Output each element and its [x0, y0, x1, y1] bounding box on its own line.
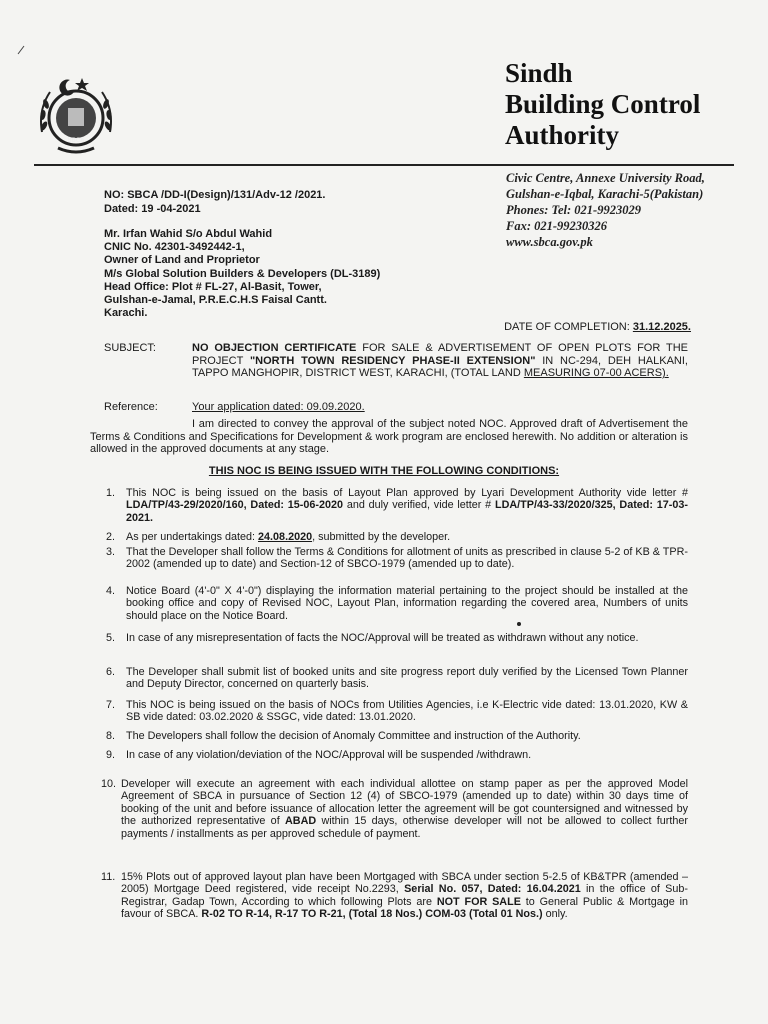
condition-number: 4.: [106, 585, 116, 597]
recipient-address: [104, 228, 380, 320]
subject-text: [192, 342, 688, 380]
intro-paragraph: I am directed to convey the approval of the subject noted NOC. Approved draft of Advertisement the Terms & Conditions and Specifications for Development & work program are enclosed herewith. No addition or alteration is allowed in the approved documents at any stage.: [90, 418, 688, 456]
condition-text-part: This NOC is being issued on the basis of NOCs from Utilities Agencies, i.e K-Electric vide dated: 13.01.2020, KW & SB vide dated: 03.02.2020 & SSGC, vide dated: 13.01.2020.: [126, 699, 688, 724]
ink-dot: [515, 620, 523, 628]
address-line: Mr. Irfan Wahid S/o Abdul Wahid: [104, 228, 273, 240]
condition-number: 7.: [106, 699, 116, 711]
pen-mark: [16, 40, 36, 60]
subject-label: SUBJECT:: [104, 342, 156, 354]
completion-value: 31.12.2025.: [632, 321, 691, 333]
letter-reference: [104, 188, 325, 216]
condition-text-part: 24.08.2020: [258, 531, 313, 543]
header-divider: [34, 164, 734, 166]
condition-text: [126, 666, 688, 691]
subject-bold: NO OBJECTION CERTIFICATE: [192, 342, 357, 354]
address-line: Karachi.: [104, 307, 148, 320]
condition-text-part: in the office of Sub-Registrar, Gadap Town, According to which following Plots are: [121, 883, 688, 908]
condition-text-part: Notice Board (4'-0" X 4'-0") displaying the information material pertaining to the project should be installed at the booking office and copy of Revised NOC, Layout Plan, information regarding the covered area, Numbers of units should place on the Notice Board.: [126, 585, 688, 622]
condition-number: 6.: [106, 666, 116, 678]
contact-address-2: Gulshan-e-Iqbal, Karachi-5(Pakistan): [506, 187, 704, 201]
condition-text: [126, 531, 688, 543]
org-name-line: Sindh: [505, 58, 573, 88]
condition-text: [126, 632, 688, 644]
reference-number: NO: SBCA /DD-I(Design)/131/Adv-12 /2021.: [104, 189, 326, 201]
condition-text-part: LDA/TP/43-33/2020/325, Dated: 17-03-2021.: [126, 499, 688, 524]
address-line: CNIC No. 42301-3492442-1,: [104, 241, 245, 254]
condition-text-part: only.: [542, 908, 568, 921]
subject-part: FOR SALE & ADVERTISEMENT OF OPEN PLOTS FOR THE PROJECT: [192, 342, 688, 367]
contact-address-1: Civic Centre, Annexe University Road,: [506, 171, 705, 185]
condition-number: 3.: [106, 546, 116, 558]
reference-label: Reference:: [104, 401, 158, 413]
condition-text: [121, 778, 688, 840]
organization-name: [505, 58, 700, 151]
condition-text-part: , submitted by the developer.: [312, 531, 451, 543]
condition-text: [126, 699, 688, 724]
condition-text: [121, 871, 688, 921]
org-name-line: Authority: [505, 120, 619, 150]
condition-text: [126, 546, 688, 571]
condition-text-part: Serial No. 057, Dated: 16.04.2021: [404, 883, 581, 896]
condition-text-part: As per undertakings dated:: [126, 531, 259, 543]
condition-number: 8.: [106, 730, 116, 742]
completion-label: DATE OF COMPLETION:: [504, 321, 630, 333]
address-line: Gulshan-e-Jamal, P.R.E.C.H.S Faisal Cantt.: [104, 294, 327, 307]
condition-number: 1.: [106, 487, 116, 499]
condition-text-part: The Developers shall follow the decision of Anomaly Committee and instruction of the Authority.: [126, 730, 581, 742]
condition-text-part: and duly verified, vide letter #: [343, 499, 495, 512]
condition-text-part: That the Developer shall follow the Terms & Conditions for allotment of units as prescribed in clause 5-2 of KB & TPR-2002 (amended up to date) and Section-12 of SBCO-1979 (amended up to date).: [126, 546, 688, 571]
condition-text-part: 15% Plots out of approved layout plan have been Mortgaged with SBCA under section 5-2.5 of KB&TPR (amended – 2005) Mortgage Deed registered, vide receipt No.2293,: [121, 871, 688, 896]
condition-text-part: In case of any misrepresentation of facts the NOC/Approval will be treated as withdrawn without any notice.: [126, 632, 639, 644]
subject-land-measure: MEASURING 07-00 ACERS).: [523, 367, 669, 380]
condition-text-part: LDA/TP/43-29/2020/160, Dated: 15-06-2020: [126, 499, 344, 512]
condition-text: [126, 730, 688, 742]
condition-text-part: to General Public & Mortgage in favour of SBCA.: [121, 895, 688, 921]
reference-text: Your application dated: 09.09.2020.: [192, 401, 365, 413]
contact-fax: Fax: 021-99230326: [506, 219, 608, 233]
condition-text-part: Developer will execute an agreement with each individual allottee on stamp paper as per the approved Model Agreement of SBCA in pursuance of Section 12 (4) of SBCO-1979 (amended up to date) within 30 days time of booking of the unit and before issuance of allocation letter the agreement will be got countersigned and witnessed by the authorized representative of: [121, 778, 688, 828]
contact-website: www.sbca.gov.pk: [506, 235, 593, 249]
condition-text: [126, 585, 688, 622]
address-line: Head Office: Plot # FL-27, Al-Basit, Tower,: [104, 280, 322, 293]
sbca-logo-emblem: [30, 70, 122, 162]
condition-number: 11.: [101, 871, 116, 883]
condition-text: [126, 487, 688, 524]
condition-text-part: NOT FOR SALE: [436, 895, 521, 908]
subject-part: IN NC-294, DEH HALKANI, TAPPO MANGHOPIR, DISTRICT WEST, KARACHI, (TOTAL LAND: [192, 354, 688, 380]
condition-text-part: The Developer shall submit list of booked units and site progress report duly verified by the Licensed Town Planner and Deputy Director, concerned on quarterly basis.: [126, 666, 688, 691]
condition-text-part: This NOC is being issued on the basis of Layout Plan approved by Lyari Development Authority vide letter #: [126, 487, 688, 499]
condition-number: 10.: [101, 778, 117, 790]
address-line: M/s Global Solution Builders & Developers (DL-3189): [104, 267, 381, 280]
condition-text-part: R-02 TO R-14, R-17 TO R-21, (Total 18 Nos.) COM-03 (Total 01 Nos.): [201, 908, 543, 921]
subject-project-name: "NORTH TOWN RESIDENCY PHASE-II EXTENSION": [249, 354, 536, 367]
contact-phone: Phones: Tel: 021-9923029: [506, 203, 641, 217]
svg-text:SBCA: SBCA: [67, 138, 85, 144]
address-line: Owner of Land and Proprietor: [104, 254, 260, 267]
letter-date: Dated: 19 -04-2021: [104, 203, 201, 215]
condition-text-part: within 15 days, otherwise developer will not be allowed to collect further payments / installments as per approved schedule of payment.: [121, 815, 688, 840]
condition-text-part: ABAD: [284, 815, 317, 828]
org-name-line: Building Control: [505, 89, 701, 119]
condition-text-part: In case of any violation/deviation of the NOC/Approval will be suspended /withdrawn.: [126, 749, 532, 761]
contact-block: [506, 170, 705, 250]
condition-number: 5.: [106, 632, 116, 644]
completion-date: [504, 321, 691, 333]
condition-text: [126, 749, 688, 761]
condition-number: 9.: [106, 749, 116, 761]
conditions-heading: THIS NOC IS BEING ISSUED WITH THE FOLLOWING CONDITIONS:: [208, 465, 560, 477]
condition-number: 2.: [106, 531, 116, 543]
